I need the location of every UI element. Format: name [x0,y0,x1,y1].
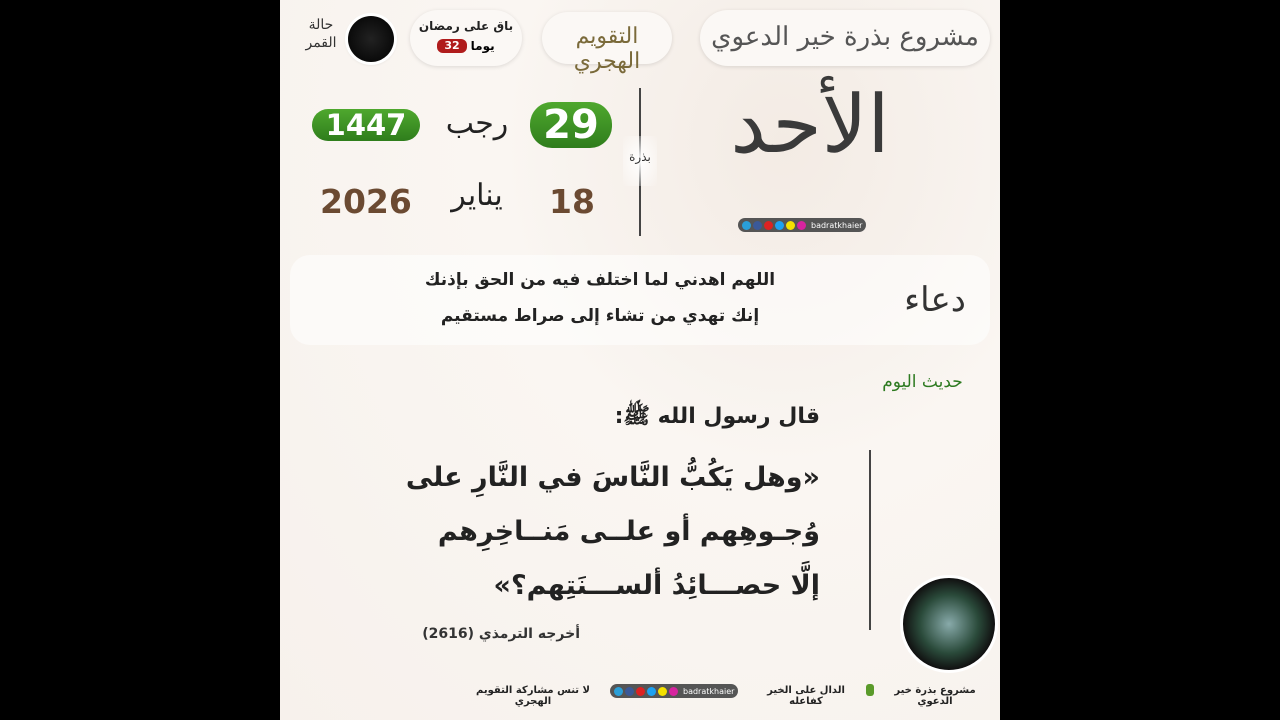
youtube-icon[interactable] [764,221,773,230]
hadith-source: أخرجه الترمذي (2616) [422,626,580,642]
dua-line-2: إنك تهدي من تشاء إلى صراط مستقيم [440,306,760,326]
hadith-label: حديث اليوم [882,372,963,392]
moon-label: حالة القمر [305,17,337,51]
facebook-icon[interactable] [753,221,762,230]
badra-logo: بذرة [623,136,657,186]
hadith-line-2: وُجـوهِهم أو علــى مَنــاخِرِهم [437,516,820,547]
hadith-line-3: إلَّا حصـــائِدُ ألســـنَتِهم؟» [493,570,820,601]
footer-motto: الدال على الخير كفاعله [767,685,845,707]
social-links[interactable] [738,218,866,232]
twitter-icon[interactable] [647,687,656,696]
footer-handle[interactable]: badratkhaier [683,686,735,696]
ramadan-days-badge: 32 [437,39,466,53]
greg-month: يناير [451,178,503,213]
youtube-icon[interactable] [636,687,645,696]
project-title: مشروع بذرة خير الدعوي [711,22,979,52]
institution-seal [900,575,998,673]
hijri-month: رجب [445,106,509,141]
instagram-icon[interactable] [669,687,678,696]
project-title-pill [700,10,990,66]
hadith-intro: قال رسول الله ﷺ: [614,404,820,429]
footer-project: مشروع بذرة خير الدعوي [894,685,976,707]
days-word: يوما [470,39,495,53]
instagram-icon[interactable] [797,221,806,230]
footer-social-links[interactable] [610,684,738,698]
footer-share: لا تنس مشاركة التقويم الهجري [476,685,590,707]
ramadan-countdown [410,10,522,66]
sprout-icon [866,684,874,696]
hijri-year: 1447 [312,109,420,141]
ramadan-label: باق على رمضان [418,19,514,33]
greg-year: 2026 [320,182,412,221]
twitter-icon[interactable] [775,221,784,230]
weekday: الأحد [730,78,890,171]
calendar-title-pill [542,12,672,74]
calendar-title: التقويم الهجري [573,24,641,74]
hijri-day: 29 [530,102,612,148]
snapchat-icon[interactable] [658,687,667,696]
greg-day: 18 [549,182,595,221]
dua-line-1: اللهم اهدني لما اختلف فيه من الحق بإذنك [424,270,776,290]
facebook-icon[interactable] [625,687,634,696]
telegram-icon[interactable] [742,221,751,230]
telegram-icon[interactable] [614,687,623,696]
dua-section [290,255,990,345]
dua-label: دعاء [904,280,966,320]
calendar-card [280,0,1000,720]
snapchat-icon[interactable] [786,221,795,230]
ornament-divider [869,450,871,630]
hadith-line-1: «وهل يَكُبُّ النَّاسَ في النَّارِ على [405,462,820,493]
moon-phase-icon [348,16,394,62]
social-handle[interactable]: badratkhaier [811,220,863,230]
